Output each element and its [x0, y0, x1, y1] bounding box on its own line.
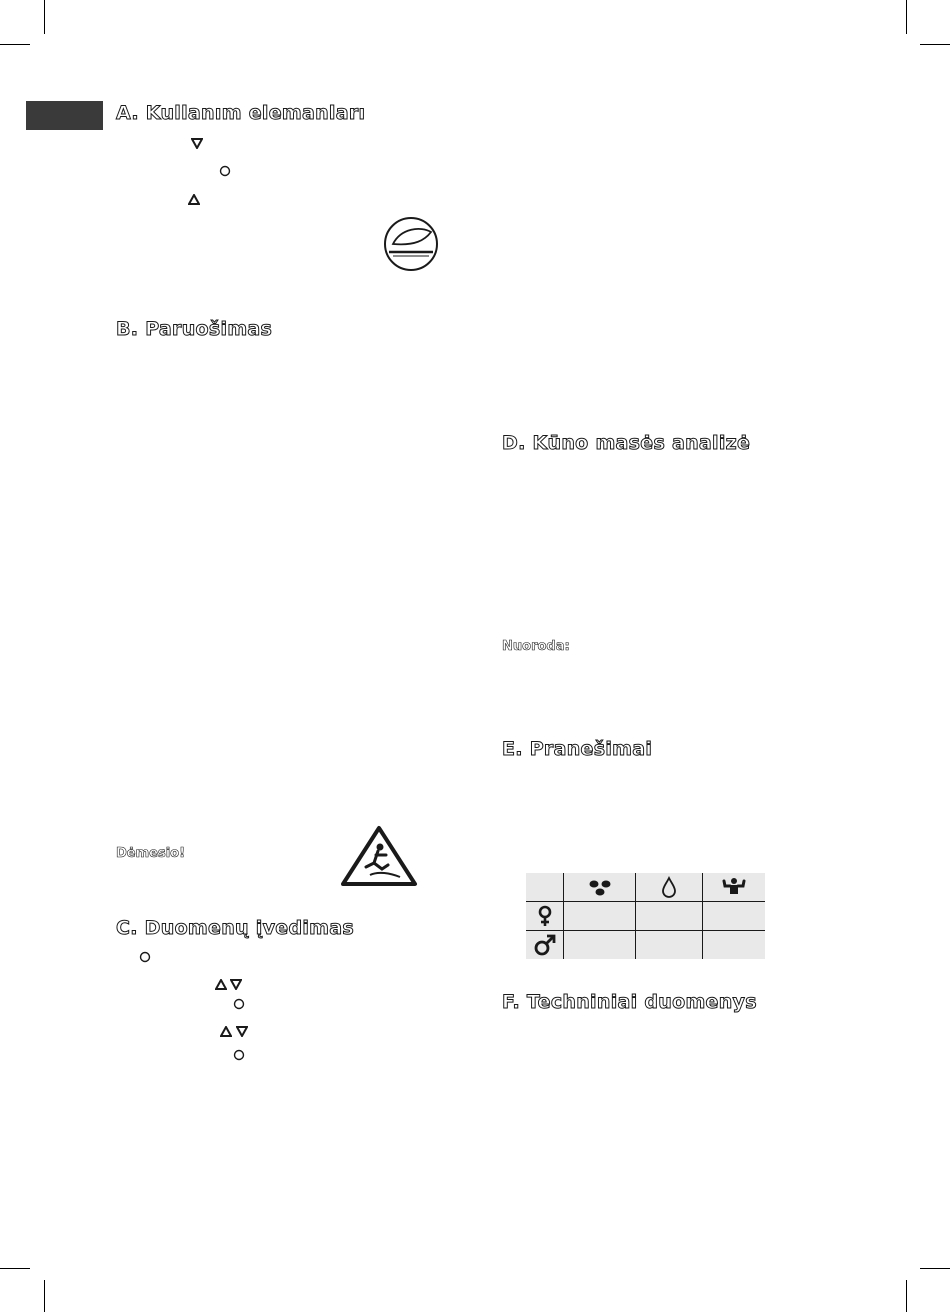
triangle-down-icon: [191, 138, 203, 149]
muscle-icon: [721, 877, 747, 897]
crop-mark: [44, 1280, 45, 1312]
table-cell: [564, 873, 636, 902]
table-cell: [526, 873, 564, 902]
male-icon: [533, 934, 557, 956]
table-row: [526, 873, 765, 902]
table-cell: [636, 873, 703, 902]
body-analysis-table: [526, 873, 765, 959]
table-cell: [564, 902, 636, 931]
crop-mark: [920, 1268, 950, 1269]
table-row: [526, 931, 765, 960]
triangle-up-icon: [188, 194, 200, 205]
table-cell: [526, 931, 564, 960]
crop-mark: [0, 44, 30, 45]
table-cell: [636, 931, 703, 960]
table-cell: [703, 902, 766, 931]
crop-mark: [906, 0, 907, 34]
water-drop-icon: [661, 876, 677, 898]
triangle-up-icon: [220, 1026, 232, 1037]
section-b-title: B. Paruošimas: [116, 318, 273, 340]
crop-mark: [44, 0, 45, 34]
triangle-up-icon: [215, 979, 227, 990]
section-c-title: C. Duomenų įvedimas: [116, 917, 355, 939]
slip-warning-icon: [340, 825, 418, 888]
table-cell: [636, 902, 703, 931]
hint-note: Nuoroda:: [502, 639, 570, 654]
triangle-down-icon: [236, 1026, 248, 1037]
table-cell: [703, 931, 766, 960]
female-icon: [536, 905, 554, 927]
circle-button-icon: [233, 998, 245, 1010]
table-row: [526, 902, 765, 931]
circle-button-icon: [219, 165, 231, 177]
language-tab: [26, 101, 103, 130]
body-fat-icon: [587, 879, 613, 897]
surface-symbol-icon: [381, 216, 441, 272]
crop-mark: [906, 1280, 907, 1312]
circle-button-icon: [139, 951, 151, 963]
circle-button-icon: [233, 1049, 245, 1061]
triangle-down-icon: [230, 979, 242, 990]
section-f-title: F. Techniniai duomenys: [502, 991, 757, 1013]
crop-mark: [920, 44, 950, 45]
warning-note: Dėmesio!: [116, 846, 186, 861]
table-cell: [703, 873, 766, 902]
section-e-title: E. Pranešimai: [502, 738, 653, 760]
crop-mark: [0, 1268, 30, 1269]
section-d-title: D. Kūno masės analizė: [502, 432, 751, 454]
table-cell: [564, 931, 636, 960]
table-cell: [526, 902, 564, 931]
section-a-title: A. Kullanım elemanları: [116, 102, 366, 124]
